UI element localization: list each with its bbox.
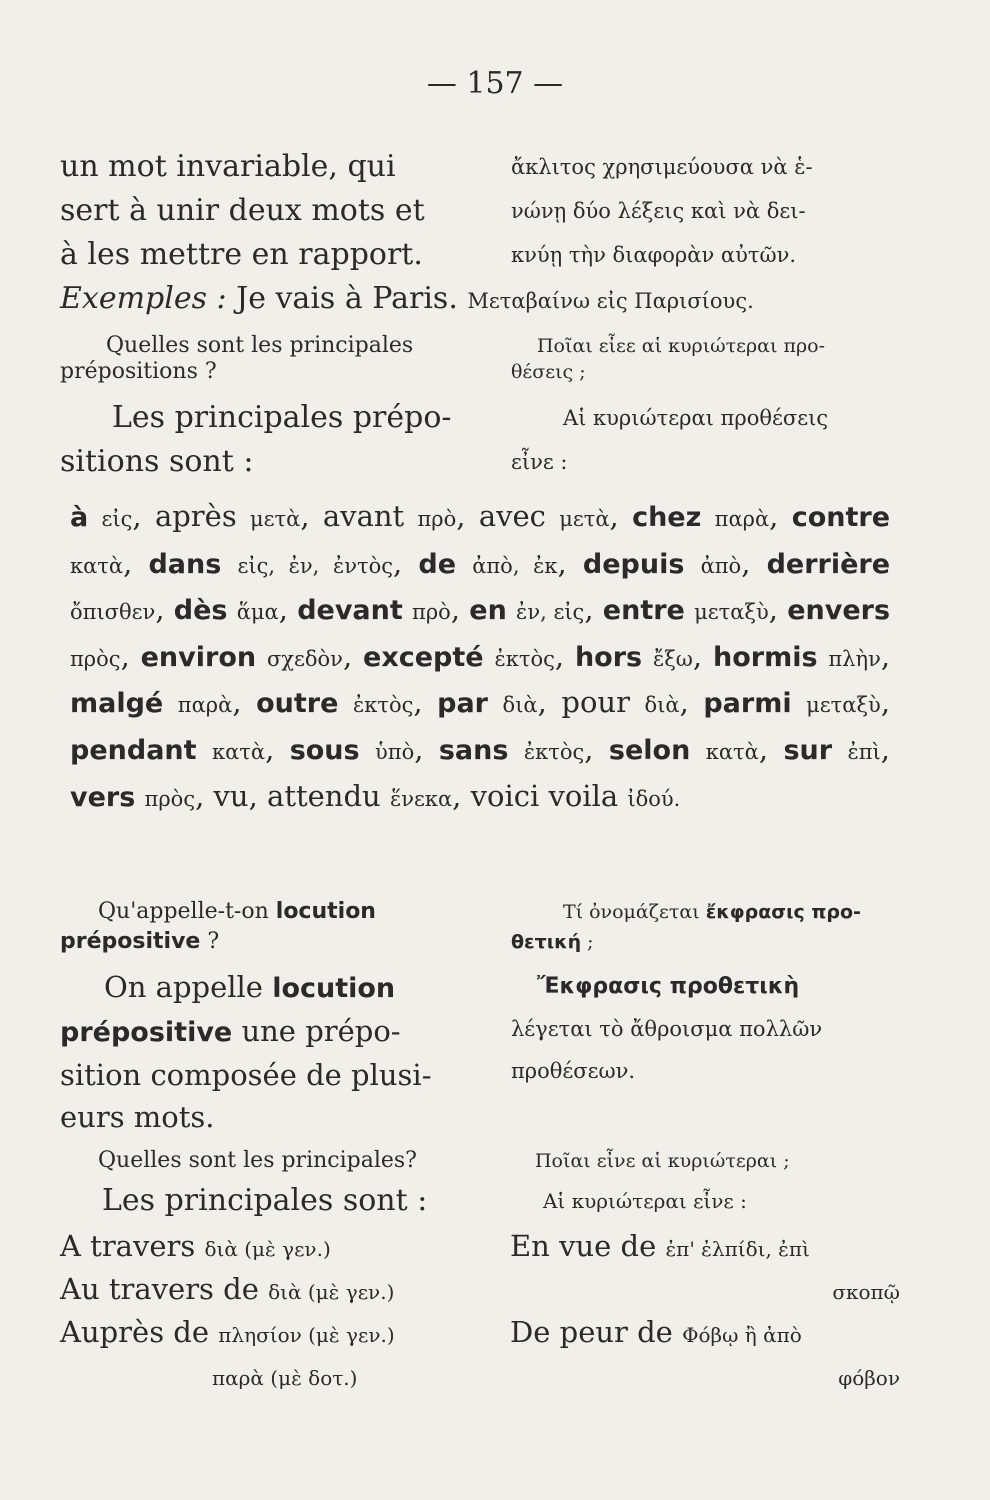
question-2-fr	[60, 897, 479, 957]
preposition-gr: ἐκτὸς	[523, 739, 585, 764]
question-2-gr-suffix: ;	[581, 931, 594, 953]
locution-gr: φόβον	[838, 1366, 900, 1390]
preposition-fr: depuis	[582, 548, 685, 580]
preposition-fr: derrière	[766, 548, 891, 580]
answer-2-plain: On appelle	[104, 970, 263, 1004]
text-line: prépositions ?	[60, 359, 217, 384]
question-1-fr	[60, 333, 479, 385]
example-label: Exemples :	[60, 281, 227, 316]
intro-fr	[60, 145, 479, 277]
text-line: προθέσεων.	[510, 1059, 636, 1083]
preposition-fr: de	[418, 548, 457, 580]
preposition-fr: outre	[256, 688, 339, 720]
preposition-fr: excepté	[363, 641, 484, 673]
question-2-prefix: Qu'appelle-t-on	[98, 899, 269, 924]
preposition-fr: par	[437, 688, 488, 720]
locution-gr: σκοπῷ	[832, 1280, 900, 1304]
locution-fr: De peur de	[510, 1315, 673, 1349]
preposition-fr: vers	[70, 781, 136, 813]
locution-row	[510, 1355, 900, 1398]
preposition-fr: envers	[787, 595, 891, 627]
preposition-gr: παρὰ	[177, 693, 233, 718]
preposition-gr: ἐκτὸς	[494, 646, 555, 671]
example-line	[60, 281, 900, 316]
preposition-gr: κατὰ	[70, 553, 124, 578]
locution-gr: Φόβῳ ἢ ἀπὸ	[682, 1323, 802, 1347]
preposition-gr: ἐπὶ	[847, 739, 881, 764]
preposition-gr: πρὸ	[417, 507, 457, 531]
preposition-gr: ἐν, εἰς	[516, 600, 585, 625]
locution-row	[510, 1226, 900, 1269]
text-line: Ποῖαι εἶεε αἱ κυριώτεραι προ-	[536, 335, 825, 357]
locution-gr: ἐπ' ἐλπίδι, ἐπὶ	[665, 1237, 810, 1261]
text-line: sert à unir deux mots et	[60, 193, 425, 228]
locution-row	[510, 1312, 900, 1355]
answer-2	[60, 966, 900, 1138]
question-3-gr: Ποῖαι εἶνε αἱ κυριώτεραι ;	[534, 1150, 790, 1172]
preposition-gr: πλὴν	[828, 646, 881, 671]
answer-2-plain-2: une prépo-	[232, 1014, 401, 1048]
preposition-gr: μεταξὺ	[694, 600, 769, 625]
preposition-fr: pour	[561, 685, 630, 720]
preposition-gr: διὰ	[644, 693, 680, 718]
question-2-term: locution	[275, 899, 376, 924]
locution-fr: Au travers de	[60, 1272, 259, 1306]
text-line: λέγεται τὸ ἄθροισμα πολλῶν	[510, 1017, 823, 1041]
preposition-gr: σχεδὸν	[266, 646, 343, 671]
locution-fr: En vue de	[510, 1229, 657, 1263]
preposition-gr: ἕνεκα	[389, 786, 453, 811]
locutions-right	[510, 1226, 900, 1398]
preposition-gr: κατὰ	[705, 739, 759, 764]
preposition-fr: parmi	[703, 688, 792, 720]
locution-gr: παρὰ (μὲ δοτ.)	[212, 1366, 358, 1390]
preposition-gr: παρὰ	[714, 507, 770, 531]
preposition-gr: πρὸς	[144, 786, 196, 811]
preposition-gr: ἐκτὸς	[352, 693, 414, 718]
preposition-gr: εἰς	[101, 507, 133, 531]
preposition-fr: selon	[608, 734, 691, 766]
answer-2-term-2: prépositive	[60, 1017, 233, 1048]
preposition-fr: voici voila	[470, 778, 619, 813]
preposition-fr: en	[469, 595, 507, 627]
locution-gr: πλησίον (μὲ γεν.)	[218, 1323, 395, 1347]
preposition-gr: ἀπὸ	[700, 553, 742, 578]
locution-fr: A travers	[60, 1229, 196, 1263]
preposition-gr: κατὰ	[211, 739, 266, 764]
preposition-gr: πρὸ	[412, 600, 451, 625]
preposition-gr: μετὰ	[559, 507, 610, 531]
intro-block	[60, 145, 900, 277]
text-line: Les principales prépo-	[112, 400, 452, 435]
text-line: Αἱ κυριώτεραι προθέσεις	[562, 406, 829, 430]
answer-3-fr: Les principales sont :	[102, 1183, 428, 1218]
preposition-gr: μετὰ	[250, 507, 301, 531]
question-2-gr-prefix: Τί ὀνομάζεται	[562, 901, 700, 923]
preposition-gr: εἰς, ἐν, ἐντὸς	[237, 553, 394, 578]
preposition-gr: ἰδού.	[627, 786, 681, 811]
preposition-fr: à	[70, 502, 89, 533]
text-line: sition composée de plusi-	[60, 1058, 432, 1092]
preposition-fr: vu, attendu	[213, 778, 381, 813]
text-line: eurs mots.	[60, 1100, 215, 1134]
locution-row	[60, 1355, 480, 1398]
preposition-fr: devant	[297, 595, 403, 627]
preposition-gr: πρὸς	[70, 646, 121, 671]
answer-3-gr: Αἱ κυριώτεραι εἶνε :	[542, 1189, 747, 1213]
preposition-gr: ἔξω	[652, 646, 693, 671]
preposition-gr: ἀπὸ, ἐκ	[472, 553, 558, 578]
preposition-fr: dans	[148, 548, 222, 580]
text-line: Quelles sont les principales	[106, 333, 414, 358]
preposition-fr: sur	[783, 734, 833, 766]
question-2-term-2: prépositive	[60, 929, 201, 954]
preposition-fr: sans	[438, 734, 509, 766]
answer-2-fr	[60, 966, 479, 1138]
answer-2-term: locution	[272, 973, 396, 1004]
text-line: sitions sont :	[60, 444, 254, 479]
locutions-left	[60, 1226, 480, 1398]
text-line: θέσεις ;	[510, 361, 586, 383]
question-2-gr-term: ἔκφρασις προ-	[705, 901, 861, 923]
preposition-fr: avec	[478, 499, 546, 533]
preposition-fr: sous	[289, 734, 360, 766]
question-1-gr	[511, 333, 900, 385]
answer-3	[60, 1180, 900, 1222]
question-2-gr-term-2: θετική	[510, 931, 582, 953]
text-line: Ἔκφρασις προθετικὴ	[536, 974, 800, 999]
locution-row	[60, 1269, 480, 1312]
question-2-gr	[511, 897, 900, 957]
text-line: κνύῃ τὴν διαφορὰν αὐτῶν.	[510, 243, 797, 267]
locution-row	[60, 1226, 480, 1269]
preposition-fr: contre	[791, 502, 891, 533]
text-line: νώνῃ δύο λέξεις καὶ νὰ δει-	[510, 199, 806, 223]
question-1	[60, 333, 900, 385]
preposition-fr: après	[154, 499, 237, 533]
question-3-fr: Quelles sont les principales?	[98, 1148, 417, 1173]
text-line: εἶνε :	[510, 450, 568, 474]
locution-gr: διὰ (μὲ γεν.)	[204, 1237, 331, 1261]
question-3	[60, 1148, 900, 1174]
locution-fr: Auprès de	[60, 1315, 210, 1349]
example-fr: Je vais à Paris.	[236, 281, 458, 316]
locutions-table	[60, 1226, 900, 1398]
preposition-gr: ὑπὸ	[375, 739, 415, 764]
example-gr: Μεταβαίνω εἰς Παρισίους.	[467, 289, 754, 313]
preposition-gr: ὄπισθεν	[70, 600, 156, 625]
answer-1-fr	[60, 396, 479, 484]
question-2-suffix: ?	[200, 929, 220, 954]
text-line: ἄκλιτος χρησιμεύουσα νὰ ἑ-	[510, 155, 813, 179]
locution-row	[510, 1269, 900, 1312]
preposition-fr: pendant	[70, 734, 197, 766]
preposition-fr: chez	[632, 502, 702, 533]
preposition-fr: hormis	[712, 641, 818, 673]
answer-2-gr	[511, 966, 900, 1138]
preposition-fr: entre	[602, 595, 685, 627]
intro-gr	[511, 145, 900, 277]
text-line: à les mettre en rapport.	[60, 237, 423, 272]
preposition-fr: environ	[140, 641, 257, 673]
preposition-gr: διὰ	[502, 693, 538, 718]
preposition-gr: ἅμα	[236, 600, 279, 625]
question-2	[60, 897, 900, 957]
page-number: — 157 —	[426, 66, 564, 101]
preposition-fr: avant	[322, 499, 405, 533]
answer-1-gr	[511, 396, 900, 484]
preposition-list: à εἰς, après μετὰ, avant πρὸ, avec μετὰ, chez παρὰ, contre κατὰ, dans εἰς, ἐν, ἐντὸς, de ἀπὸ, ἐκ, depuis ἀπὸ, derrière ὄπισθεν, dès ἅμα, devant πρὸ, en ἐν, εἰς, entre μεταξὺ, envers πρὸς, environ σχεδὸν, excepté ἐκτὸς, hors ἔξω, hormis πλὴν, malgé παρὰ, outre ἐκτὸς, par διὰ, pour διὰ, parmi μεταξὺ, pendant κατὰ, sous ὑπὸ, sans ἐκτὸς, selon κατὰ, sur ἐπὶ, vers πρὸς, vu, attendu ἕνεκα, voici voila ἰδού.	[70, 499, 891, 813]
locution-row	[60, 1312, 480, 1355]
preposition-gr: μεταξὺ	[806, 693, 881, 718]
answer-1	[60, 396, 900, 484]
preposition-fr: dès	[173, 595, 228, 627]
preposition-fr: hors	[574, 641, 643, 673]
locution-gr: διὰ (μὲ γεν.)	[268, 1280, 395, 1304]
text-line: un mot invariable, qui	[60, 149, 396, 184]
preposition-fr: malgé	[70, 688, 164, 720]
